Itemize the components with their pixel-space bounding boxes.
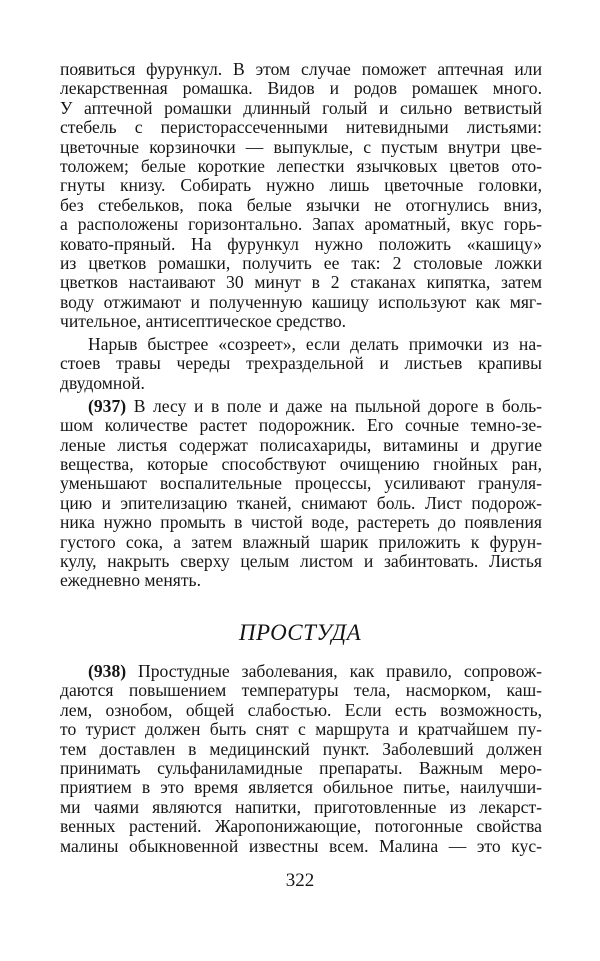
text-line: из цветков ромашки, получить ее так: 2 столовые ложки: [60, 252, 542, 273]
text-line: цветочные корзиночки — выпуклые, с пустым внутри цве-: [60, 136, 542, 157]
text-line: без стебельков, пока белые язычки не отогнулись вниз,: [60, 194, 542, 215]
text-line: гнуты книзу. Собирать нужно лишь цветочные головки,: [60, 175, 542, 196]
text-line: стоев травы череды трехраздельной и листьев крапивы: [60, 353, 542, 374]
text-span: В лесу и в поле и даже на пыльной дороге в боль-: [133, 395, 542, 416]
text-line: леные листья содержат полисахариды, витамины и другие: [60, 434, 542, 455]
text-line: шом количестве растет подорожник. Его сочные темно-зе-: [60, 415, 542, 436]
text-line: чительное, антисептическое средство.: [60, 311, 347, 332]
paragraph-938: [60, 662, 542, 856]
text-line: появиться фурункул. В этом случае поможет аптечная или: [60, 59, 542, 79]
item-number: (938): [88, 661, 127, 681]
text-line: приятием в это время является обильное питье, наилучши-: [60, 777, 542, 798]
text-line: У аптечной ромашки длинный голый и сильно ветвистый: [60, 97, 542, 118]
text-line: ковато-пряный. На фурункул нужно положить «кашицу»: [60, 233, 542, 254]
text-line: вещества, которые способствуют очищению гнойных ран,: [60, 454, 542, 474]
paragraph-abscess: [60, 335, 542, 393]
text-line: стебель с перисторассеченными нитевидными листьями:: [60, 117, 542, 138]
text-line: толожем; белые короткие лепестки язычковых цветов ото-: [60, 155, 542, 176]
text-line: двудомной.: [60, 372, 145, 393]
text-line: цию и эпителизацию тканей, снимают боль. Лист подорож-: [60, 492, 542, 513]
text-line: [60, 397, 542, 416]
text-line: воду отжимают и полученную кашицу используют как мяг-: [60, 291, 542, 312]
text-line: ежедневно менять.: [60, 570, 201, 591]
text-line: лем, ознобом, общей слабостью. Если есть возможность,: [60, 699, 542, 720]
text-line: кулу, накрыть сверху целым листом и забинтовать. Листья: [60, 550, 542, 571]
text-line: ми чаями являются напитки, приготовленные из лекарст-: [60, 796, 542, 817]
text-line: то турист должен быть снят с маршрута и кратчайшем пу-: [60, 719, 542, 740]
text-line: густого сока, а затем влажный шарик приложить к фурун-: [60, 531, 542, 552]
text-block-top: [60, 60, 542, 594]
text-line: малины обыкновенной известны всем. Малина — это кус-: [60, 835, 542, 856]
text-line: Нарыв быстрее «созреет», если делать примочки из на-: [88, 334, 542, 355]
text-line: тем доставлен в медицинский пункт. Заболевший должен: [60, 738, 542, 759]
paragraph-chamomile: [60, 60, 542, 331]
text-line: принимать сульфаниламидные препараты. Важным меро-: [60, 757, 542, 778]
text-line: а расположены горизонтально. Запах ароматный, вкус горь-: [60, 214, 542, 235]
text-line: венных растений. Жаропонижающие, потогонные свойства: [60, 816, 542, 837]
text-line: лекарственная ромашка. Видов и родов ромашек много.: [60, 78, 542, 99]
paragraph-937: [60, 397, 542, 591]
text-line: цветков настаивают 30 минут в 2 стаканах кипятка, затем: [60, 272, 542, 293]
text-span: Простудные заболевания, как правило, сопровож-: [138, 661, 542, 681]
text-block-cold: [60, 662, 542, 860]
text-line: даются повышением температуры тела, насморком, каш-: [60, 680, 542, 701]
text-line: [60, 662, 542, 681]
page-number: 322: [285, 870, 315, 891]
text-line: ника нужно промыть в чистой воде, растереть до появления: [60, 512, 542, 533]
section-heading: ПРОСТУДА: [238, 620, 362, 645]
item-number: (937): [88, 395, 127, 416]
text-line: уменьшают воспалительные процессы, усиливают грануля-: [60, 473, 542, 494]
